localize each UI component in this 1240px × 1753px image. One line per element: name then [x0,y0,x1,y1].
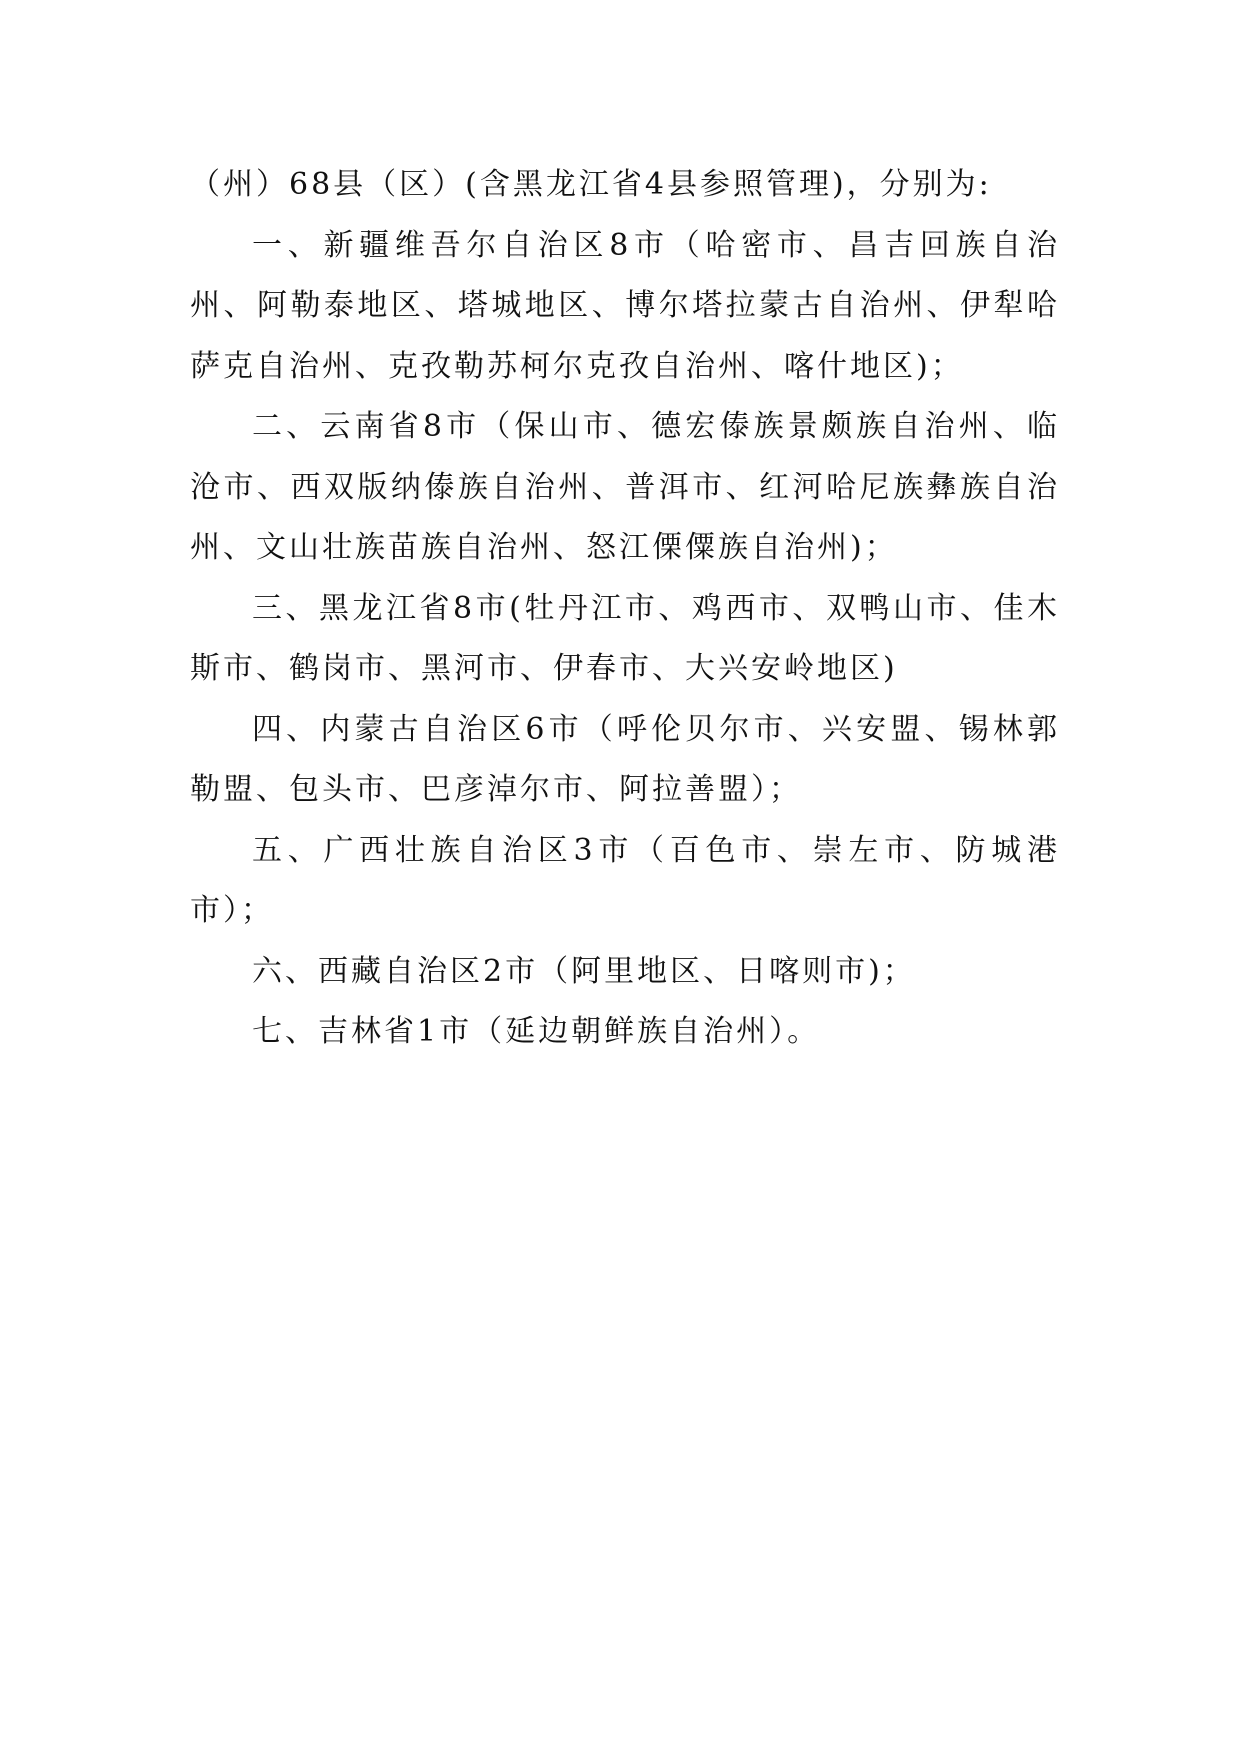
paragraph-jilin: 七、吉林省1市（延边朝鲜族自治州）。 [252,1014,821,1049]
document-body [190,155,1060,1063]
paragraph-heilongjiang: 三、黑龙江省8市(牡丹江市、鸡西市、双鸭山市、佳木斯市、鹤岗市、黑河市、伊春市、大兴安岭地区) [190,590,1060,686]
paragraph-guangxi: 五、广西壮族自治区3市（百色市、崇左市、防城港市）； [190,832,1060,928]
paragraph-xinjiang: 一、新疆维吾尔自治区8市（哈密市、昌吉回族自治州、阿勒泰地区、塔城地区、博尔塔拉蒙古自治州、伊犁哈萨克自治州、克孜勒苏柯尔克孜自治州、喀什地区)； [190,227,1060,384]
paragraph-yunnan: 二、云南省8市（保山市、德宏傣族景颇族自治州、临沧市、西双版纳傣族自治州、普洱市、红河哈尼族彝族自治州、文山壮族苗族自治州、怒江傈僳族自治州)； [190,409,1060,565]
paragraph-neimenggu: 四、内蒙古自治区6市（呼伦贝尔市、兴安盟、锡林郭勒盟、包头市、巴彦淖尔市、阿拉善盟）； [190,711,1060,807]
paragraph-intro: （州）68县（区）(含黑龙江省4县参照管理)，分别为: [190,167,992,202]
paragraph-xizang: 六、西藏自治区2市（阿里地区、日喀则市)； [252,953,916,989]
